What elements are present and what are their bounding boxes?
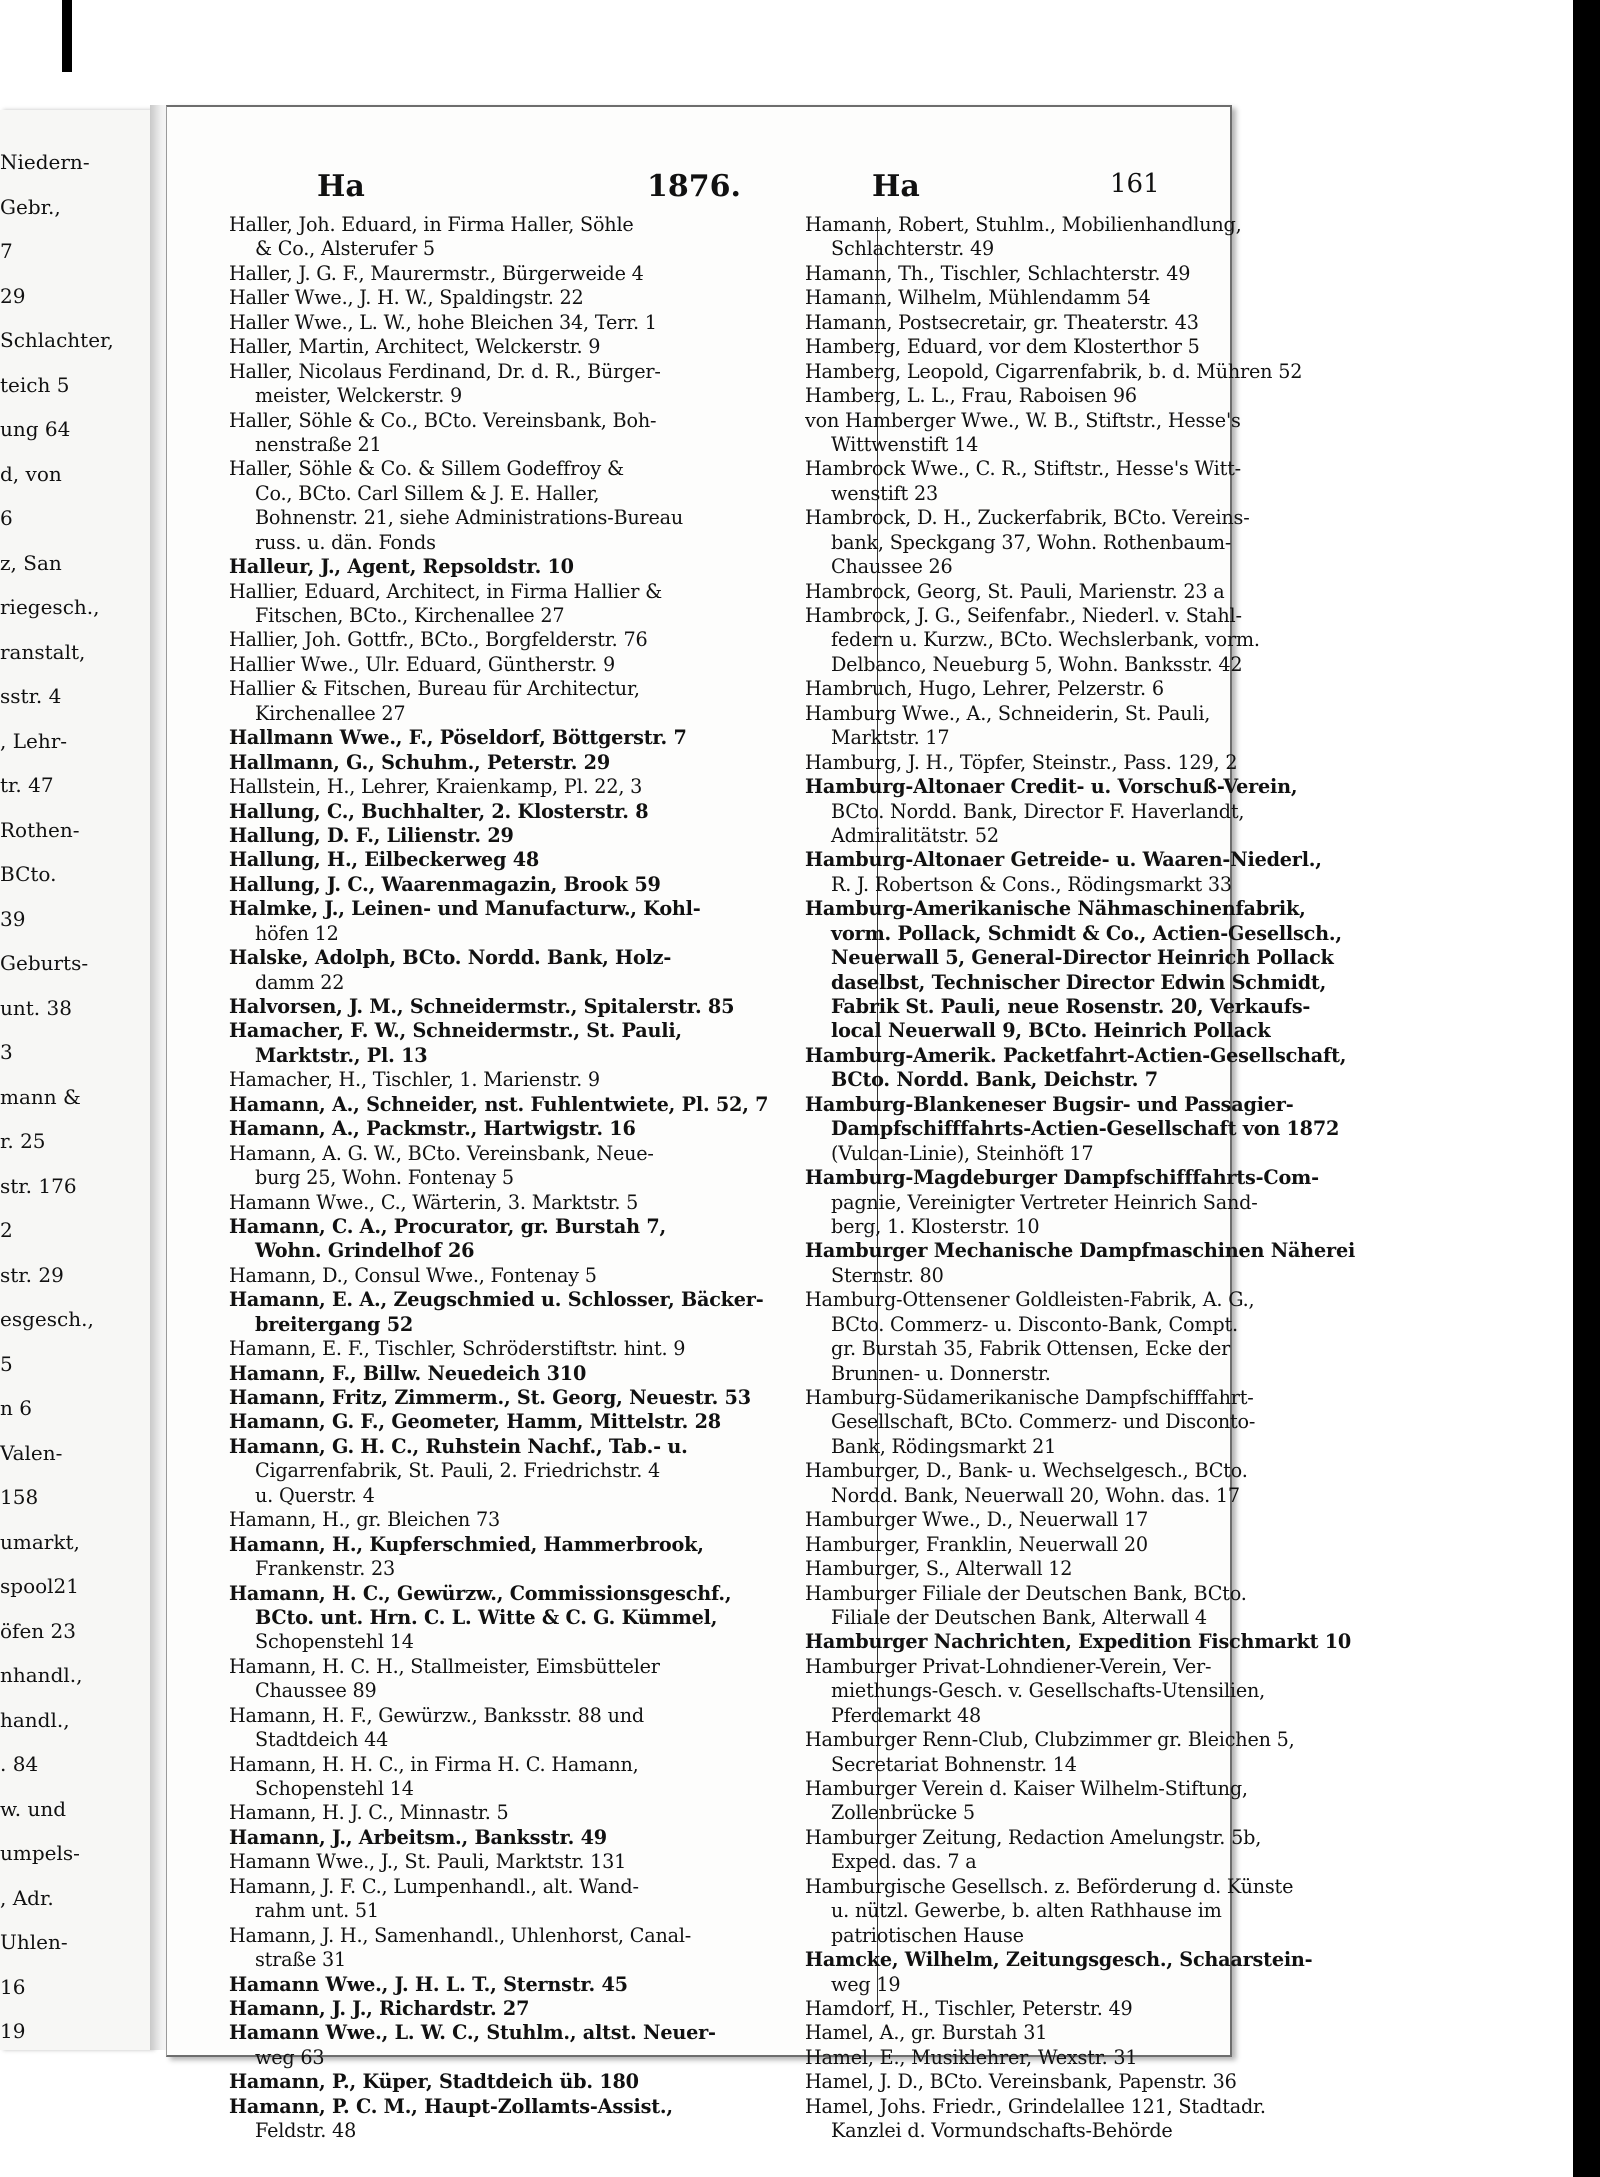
directory-entry-line: Hamann, J. H., Samenhandl., Uhlenhorst, Canal-: [229, 1923, 692, 1947]
directory-entry-line: Hallung, H., Eilbeckerweg 48: [229, 848, 540, 872]
directory-entry-line: Hamel, Johs. Friedr., Grindelallee 121, Stadtadr.: [805, 2094, 1266, 2118]
directory-entry-line: Haller, Martin, Architect, Welckerstr. 9: [229, 335, 601, 359]
prev-page-text-fragment: 2: [0, 1218, 13, 1242]
prev-page-text-fragment: 29: [0, 283, 26, 308]
directory-entry-line: Bohnenstr. 21, siehe Administrations-Bureau: [255, 506, 684, 530]
directory-entry-line: nenstraße 21: [255, 432, 382, 456]
directory-entry-line: Hamann Wwe., J., St. Pauli, Marktstr. 131: [229, 1850, 627, 1874]
directory-entry-line: u. Querstr. 4: [255, 1483, 375, 1507]
directory-entry-line: Hamburg-Amerik. Packetfahrt-Actien-Gesellschaft,: [805, 1043, 1347, 1067]
directory-entry-line: Hamburger, S., Alterwall 12: [805, 1557, 1073, 1581]
directory-entry-line: Haller Wwe., J. H. W., Spaldingstr. 22: [229, 286, 584, 310]
directory-entry-line: Hamann, Wilhelm, Mühlendamm 54: [805, 286, 1151, 310]
directory-entry-line: Hamann, H., Kupferschmied, Hammerbrook,: [229, 1532, 704, 1556]
directory-entry-line: Hamann, A. G. W., BCto. Vereinsbank, Neue-: [229, 1141, 654, 1165]
directory-entry-line: Haller, J. G. F., Maurermstr., Bürgerweide 4: [229, 261, 644, 285]
prev-page-text-fragment: Gebr.,: [0, 194, 61, 219]
directory-entry-line: Hallmann, G., Schuhm., Peterstr. 29: [229, 750, 610, 774]
directory-entry-line: Hamcke, Wilhelm, Zeitungsgesch., Schaarstein-: [805, 1948, 1313, 1972]
directory-entry-line: Hamburg-Amerikanische Nähmaschinenfabrik,: [805, 897, 1306, 921]
directory-entry-line: breitergang 52: [255, 1312, 413, 1336]
directory-entry-line: Stadtdeich 44: [255, 1728, 389, 1752]
directory-entry-line: (Vulcan-Linie), Steinhöft 17: [831, 1141, 1094, 1165]
directory-entry-line: Hamann, C. A., Procurator, gr. Burstah 7,: [229, 1214, 666, 1238]
directory-entry-line: Hamann Wwe., C., Wärterin, 3. Marktstr. 5: [229, 1190, 639, 1214]
prev-page-text-fragment: Valen-: [0, 1440, 63, 1465]
prev-page-text-fragment: 16: [0, 1974, 26, 1999]
header-letters-left: Ha: [317, 169, 365, 204]
directory-entry-line: weg 19: [831, 1972, 901, 1996]
directory-entry-line: Schopenstehl 14: [255, 1777, 414, 1800]
directory-entry-line: Hamann, H. C. H., Stallmeister, Eimsbütteler: [229, 1654, 660, 1678]
directory-entry-line: Hamann Wwe., L. W. C., Stuhlm., altst. Neuer-: [229, 2021, 716, 2045]
directory-entry-line: Schlachterstr. 49: [831, 237, 994, 261]
prev-page-text-fragment: BCto.: [0, 862, 57, 886]
directory-entry-line: Nordd. Bank, Neuerwall 20, Wohn. das. 17: [831, 1483, 1240, 1507]
directory-entry-line: Filiale der Deutschen Bank, Alterwall 4: [831, 1605, 1207, 1629]
directory-entry-line: Hamel, A., gr. Burstah 31: [805, 2021, 1048, 2045]
directory-entry-line: damm 22: [255, 970, 345, 994]
directory-entry-line: Zollenbrücke 5: [831, 1801, 975, 1825]
directory-entry-line: Secretariat Bohnenstr. 14: [831, 1752, 1077, 1776]
directory-entry-line: Halleur, J., Agent, Repsoldstr. 10: [229, 555, 574, 579]
directory-entry-line: Hamann, Postsecretair, gr. Theaterstr. 43: [805, 310, 1199, 334]
directory-entry-line: Hamann, H., gr. Bleichen 73: [229, 1508, 500, 1532]
directory-entry-line: Hamburger Wwe., D., Neuerwall 17: [805, 1508, 1149, 1532]
directory-entry-line: Frankenstr. 23: [255, 1557, 396, 1581]
directory-entry-line: Hamann, J. J., Richardstr. 27: [229, 1996, 530, 2020]
directory-entry-line: Hallmann Wwe., F., Pöseldorf, Böttgerstr. 7: [229, 726, 687, 750]
prev-page-text-fragment: Uhlen-: [0, 1930, 68, 1954]
directory-entry-line: Hamburger, Franklin, Neuerwall 20: [805, 1532, 1148, 1556]
directory-entry-line: weg 63: [255, 2045, 325, 2069]
prev-page-text-fragment: umpels-: [0, 1841, 80, 1865]
directory-entry-line: Hallier, Joh. Gottfr., BCto., Borgfelderstr. 76: [229, 628, 648, 652]
prev-page-text-fragment: nhandl.,: [0, 1663, 83, 1687]
prev-page-text-fragment: . 84: [0, 1752, 39, 1776]
directory-entry-line: Hallier, Eduard, Architect, in Firma Hallier &: [229, 579, 662, 603]
directory-entry-line: Sternstr. 80: [831, 1263, 944, 1287]
directory-entry-line: Exped. das. 7 a: [831, 1850, 977, 1874]
directory-entry-line: Hamburg Wwe., A., Schneiderin, St. Pauli,: [805, 701, 1211, 725]
directory-entry-line: burg 25, Wohn. Fontenay 5: [255, 1166, 514, 1190]
right-column: [805, 213, 1395, 2144]
prev-page-text-fragment: n 6: [0, 1396, 32, 1420]
directory-entry-line: Pferdemarkt 48: [831, 1703, 982, 1727]
directory-entry-line: Hamburg-Altonaer Getreide- u. Waaren-Niederl.,: [805, 848, 1322, 872]
directory-entry-line: Hamann, F., Billw. Neuedeich 310: [229, 1361, 587, 1385]
directory-entry-line: Hamann, A., Schneider, nst. Fuhlentwiete, Pl. 52, 7: [229, 1092, 769, 1116]
directory-entry-line: Halske, Adolph, BCto. Nordd. Bank, Holz-: [229, 946, 672, 970]
prev-page-text-fragment: 5: [0, 1351, 13, 1376]
directory-entry-line: Hamburger Mechanische Dampfmaschinen Näherei: [805, 1239, 1356, 1263]
prev-page-text-fragment: , Adr.: [0, 1885, 54, 1910]
prev-page-text-fragment: Niedern-: [0, 150, 90, 174]
directory-entry-line: Fitschen, BCto., Kirchenallee 27: [255, 604, 565, 627]
directory-entry-line: Kanzlei d. Vormundschafts-Behörde: [831, 2119, 1173, 2143]
directory-entry-line: BCto. Nordd. Bank, Director F. Haverlandt,: [831, 799, 1245, 823]
directory-entry-line: Hamburg-Magdeburger Dampfschifffahrts-Com-: [805, 1166, 1319, 1190]
directory-entry-line: Hamburger Renn-Club, Clubzimmer gr. Bleichen 5,: [805, 1728, 1295, 1752]
directory-entry-line: Wohn. Grindelhof 26: [255, 1239, 475, 1263]
directory-entry-line: Haller, Joh. Eduard, in Firma Haller, Söhle: [229, 213, 634, 236]
prev-page-text-fragment: tr. 47: [0, 773, 54, 797]
directory-entry-line: Delbanco, Neueburg 5, Wohn. Banksstr. 42: [831, 652, 1243, 676]
directory-entry-line: Hamburg-Blankeneser Bugsir- und Passagier-: [805, 1092, 1294, 1116]
directory-entry-line: R. J. Robertson & Cons., Rödingsmarkt 33: [831, 872, 1232, 896]
directory-entry-line: Hamel, E., Musiklehrer, Wexstr. 31: [805, 2045, 1138, 2069]
directory-entry-line: Schopenstehl 14: [255, 1630, 414, 1654]
left-column: [229, 213, 857, 2144]
prev-page-text-fragment: unt. 38: [0, 995, 72, 1020]
directory-entry-line: Hamann, H. H. C., in Firma H. C. Hamann,: [229, 1752, 639, 1776]
directory-entry-line: Hambrock, J. G., Seifenfabr., Niederl. v. Stahl-: [805, 604, 1242, 627]
directory-page: [166, 105, 1356, 2143]
directory-entry-line: rahm unt. 51: [255, 1899, 379, 1923]
prev-page-text-fragment: r. 25: [0, 1129, 46, 1153]
directory-entry-line: Hamel, J. D., BCto. Vereinsbank, Papenstr. 36: [805, 2070, 1237, 2094]
header-letters-right: Ha: [872, 169, 920, 204]
directory-entry-line: Hamburger Verein d. Kaiser Wilhelm-Stiftung,: [805, 1777, 1248, 1800]
directory-entry-line: Feldstr. 48: [255, 2119, 357, 2143]
directory-entry-line: Hamburg-Südamerikanische Dampfschifffahrt-: [805, 1386, 1254, 1409]
directory-entry-line: Hallung, C., Buchhalter, 2. Klosterstr. 8: [229, 799, 649, 823]
directory-entry-line: Hamburger, D., Bank- u. Wechselgesch., BCto.: [805, 1459, 1248, 1483]
prev-page-text-fragment: 6: [0, 506, 13, 530]
directory-entry-line: meister, Welckerstr. 9: [255, 384, 463, 408]
prev-page-text-fragment: , Lehr-: [0, 728, 68, 753]
prev-page-text-fragment: ranstalt,: [0, 639, 86, 664]
directory-entry-line: Hallung, J. C., Waarenmagazin, Brook 59: [229, 872, 661, 896]
directory-entry-line: Hamburg-Ottensener Goldleisten-Fabrik, A. G.,: [805, 1288, 1255, 1312]
directory-entry-line: Wittwenstift 14: [831, 432, 979, 456]
directory-entry-line: Hambrock, Georg, St. Pauli, Marienstr. 23 a: [805, 579, 1225, 603]
directory-entry-line: Hamann, H. J. C., Minnastr. 5: [229, 1801, 509, 1825]
prev-page-text-fragment: handl.,: [0, 1707, 70, 1732]
page-number: 161: [1110, 169, 1160, 199]
directory-entry-line: höfen 12: [255, 921, 339, 945]
directory-entry-line: pagnie, Vereinigter Vertreter Heinrich Sand-: [831, 1190, 1258, 1214]
directory-entry-line: Hamburg, J. H., Töpfer, Steinstr., Pass. 129, 2: [805, 750, 1238, 774]
directory-entry-line: Hamburgische Gesellsch. z. Beförderung d. Künste: [805, 1874, 1294, 1898]
directory-entry-line: Marktstr. 17: [831, 726, 950, 750]
directory-entry-line: Hamburger Filiale der Deutschen Bank, BCto.: [805, 1581, 1247, 1605]
directory-entry-line: Bank, Rödingsmarkt 21: [831, 1434, 1057, 1458]
directory-entry-line: Hallstein, H., Lehrer, Kraienkamp, Pl. 22, 3: [229, 775, 643, 799]
directory-entry-line: Chaussee 89: [255, 1679, 377, 1703]
previous-page-fragment: [0, 110, 152, 2050]
directory-entry-line: Marktstr., Pl. 13: [255, 1043, 428, 1067]
directory-entry-line: federn u. Kurzw., BCto. Wechslerbank, vorm.: [831, 628, 1260, 652]
scan-edge-strip: [62, 0, 72, 72]
prev-page-text-fragment: esgesch.,: [0, 1307, 94, 1331]
directory-entry-line: Hamann, Th., Tischler, Schlachterstr. 49: [805, 261, 1191, 285]
directory-entry-line: berg, 1. Klosterstr. 10: [831, 1214, 1040, 1238]
directory-entry-line: u. nützl. Gewerbe, b. alten Rathhause im: [831, 1899, 1222, 1923]
directory-entry-line: & Co., Alsterufer 5: [255, 237, 435, 261]
directory-entry-line: miethungs-Gesch. v. Gesellschafts-Utensilien,: [831, 1679, 1266, 1703]
directory-entry-line: Halvorsen, J. M., Schneidermstr., Spitalerstr. 85: [229, 995, 735, 1018]
directory-entry-line: Hamann Wwe., J. H. L. T., Sternstr. 45: [229, 1972, 628, 1996]
prev-page-text-fragment: 7: [0, 239, 13, 263]
directory-entry-line: Hamann, Fritz, Zimmerm., St. Georg, Neuestr. 53: [229, 1386, 751, 1409]
directory-entry-line: Hamberg, L. L., Frau, Raboisen 96: [805, 384, 1137, 408]
directory-entry-line: Hallung, D. F., Lilienstr. 29: [229, 823, 514, 847]
directory-entry-line: Hamann, E. F., Tischler, Schröderstiftstr. hint. 9: [229, 1337, 686, 1361]
directory-entry-line: Dampfschifffahrts-Actien-Gesellschaft von 1872: [831, 1117, 1340, 1141]
prev-page-text-fragment: öfen 23: [0, 1618, 76, 1643]
directory-entry-line: Hamberg, Leopold, Cigarrenfabrik, b. d. Mühren 52: [805, 359, 1303, 383]
directory-entry-line: Hamann, J. F. C., Lumpenhandl., alt. Wand-: [229, 1874, 639, 1898]
prev-page-text-fragment: 19: [0, 2019, 26, 2043]
directory-entry-line: Hallier & Fitschen, Bureau für Architectur,: [229, 677, 640, 701]
directory-entry-line: Admiralitätstr. 52: [831, 823, 999, 847]
directory-entry-line: Hamburger Privat-Lohndiener-Verein, Ver-: [805, 1654, 1212, 1678]
directory-entry-line: Hamann, H. F., Gewürzw., Banksstr. 88 und: [229, 1703, 644, 1727]
directory-entry-line: Hamberg, Eduard, vor dem Klosterthor 5: [805, 335, 1200, 359]
prev-page-text-fragment: w. und: [0, 1796, 67, 1821]
prev-page-text-fragment: 3: [0, 1040, 13, 1064]
prev-page-text-fragment: d, von: [0, 461, 62, 486]
directory-entry-line: BCto. unt. Hrn. C. L. Witte & C. G. Kümmel,: [255, 1605, 718, 1629]
directory-entry-line: patriotischen Hause: [831, 1923, 1024, 1947]
prev-page-text-fragment: Rothen-: [0, 817, 80, 842]
directory-entry-line: von Hamberger Wwe., W. B., Stiftstr., Hesse's: [805, 408, 1241, 432]
prev-page-text-fragment: teich 5: [0, 372, 70, 397]
prev-page-text-fragment: spool21: [0, 1574, 79, 1598]
directory-entry-line: Hallier Wwe., Ulr. Eduard, Güntherstr. 9: [229, 652, 615, 676]
directory-entry-line: BCto. Commerz- u. Disconto-Bank, Compt.: [831, 1312, 1238, 1336]
prev-page-text-fragment: str. 176: [0, 1173, 77, 1198]
directory-entry-line: Hamacher, H., Tischler, 1. Marienstr. 9: [229, 1068, 600, 1092]
prev-page-text-fragment: 39: [0, 906, 26, 931]
header-year: 1876.: [647, 169, 741, 204]
directory-entry-line: Hambrock Wwe., C. R., Stiftstr., Hesse's Witt-: [805, 457, 1241, 481]
directory-entry-line: Gesellschaft, BCto. Commerz- und Disconto-: [831, 1410, 1256, 1434]
directory-entry-line: BCto. Nordd. Bank, Deichstr. 7: [831, 1068, 1158, 1092]
directory-entry-line: Hamann, G. F., Geometer, Hamm, Mittelstr. 28: [229, 1410, 721, 1434]
directory-entry-line: russ. u. dän. Fonds: [255, 530, 436, 554]
directory-entry-line: gr. Burstah 35, Fabrik Ottensen, Ecke der: [831, 1337, 1231, 1361]
prev-page-text-fragment: sstr. 4: [0, 684, 62, 708]
scan-border-right: [1573, 0, 1600, 2177]
directory-entry-line: Kirchenallee 27: [255, 701, 406, 725]
directory-entry-line: wenstift 23: [831, 481, 938, 505]
directory-entry-line: Hamburger Nachrichten, Expedition Fischmarkt 10: [805, 1630, 1352, 1654]
prev-page-text-fragment: Geburts-: [0, 951, 89, 975]
directory-entry-line: Fabrik St. Pauli, neue Rosenstr. 20, Verkaufs-: [831, 995, 1311, 1018]
prev-page-text-fragment: 158: [0, 1485, 39, 1509]
directory-entry-line: Chaussee 26: [831, 555, 953, 579]
page-header: [167, 169, 1230, 209]
directory-entry-line: Hambrock, D. H., Zuckerfabrik, BCto. Vereins-: [805, 506, 1250, 530]
directory-entry-line: Hamburg-Altonaer Credit- u. Vorschuß-Verein,: [805, 775, 1298, 799]
directory-entry-line: Brunnen- u. Donnerstr.: [831, 1361, 1051, 1385]
prev-page-text-fragment: riegesch.,: [0, 595, 100, 619]
directory-entry-line: Halmke, J., Leinen- und Manufacturw., Kohl-: [229, 897, 701, 921]
directory-entry-line: straße 31: [255, 1948, 347, 1972]
directory-entry-line: Neuerwall 5, General-Director Heinrich Pollack: [831, 946, 1334, 970]
directory-entry-line: Hamann, P. C. M., Haupt-Zollamts-Assist.,: [229, 2094, 673, 2118]
directory-entry-line: Hamann, E. A., Zeugschmied u. Schlosser, Bäcker-: [229, 1288, 764, 1312]
directory-entry-line: Hamann, A., Packmstr., Hartwigstr. 16: [229, 1117, 636, 1141]
directory-entry-line: Hamann, G. H. C., Ruhstein Nachf., Tab.- u.: [229, 1434, 688, 1458]
directory-entry-line: bank, Speckgang 37, Wohn. Rothenbaum-: [831, 530, 1232, 554]
directory-entry-line: Haller, Nicolaus Ferdinand, Dr. d. R., Bürger-: [229, 359, 661, 383]
directory-entry-line: vorm. Pollack, Schmidt & Co., Actien-Gesellsch.,: [831, 921, 1342, 945]
prev-page-text-fragment: Schlachter,: [0, 328, 114, 352]
prev-page-text-fragment: mann &: [0, 1084, 81, 1109]
prev-page-text-fragment: ung 64: [0, 417, 71, 441]
directory-entry-line: Haller Wwe., L. W., hohe Bleichen 34, Terr. 1: [229, 310, 657, 334]
prev-page-text-fragment: umarkt,: [0, 1529, 80, 1554]
directory-entry-line: Hamdorf, H., Tischler, Peterstr. 49: [805, 1996, 1133, 2020]
prev-page-text-fragment: z, San: [0, 550, 62, 575]
directory-entry-line: Hamann, J., Arbeitsm., Banksstr. 49: [229, 1825, 607, 1849]
directory-entry-line: Hamann, D., Consul Wwe., Fontenay 5: [229, 1263, 597, 1287]
directory-entry-line: Co., BCto. Carl Sillem & J. E. Haller,: [255, 481, 600, 505]
directory-entry-line: Hamann, H. C., Gewürzw., Commissionsgeschf.,: [229, 1581, 732, 1605]
directory-entry-line: local Neuerwall 9, BCto. Heinrich Pollack: [831, 1019, 1271, 1043]
directory-entry-line: Hamacher, F. W., Schneidermstr., St. Pauli,: [229, 1019, 682, 1043]
prev-page-text-fragment: str. 29: [0, 1262, 64, 1287]
directory-entry-line: Hamann, P., Küper, Stadtdeich üb. 180: [229, 2070, 639, 2094]
directory-entry-line: Hambruch, Hugo, Lehrer, Pelzerstr. 6: [805, 677, 1164, 701]
directory-entry-line: Hamann, Robert, Stuhlm., Mobilienhandlung,: [805, 213, 1242, 236]
directory-entry-line: Hamburger Zeitung, Redaction Amelungstr. 5b,: [805, 1825, 1262, 1849]
directory-entry-line: Haller, Söhle & Co., BCto. Vereinsbank, Boh-: [229, 408, 657, 432]
directory-entry-line: Cigarrenfabrik, St. Pauli, 2. Friedrichstr. 4: [255, 1459, 661, 1483]
directory-entry-line: daselbst, Technischer Director Edwin Schmidt,: [831, 970, 1327, 994]
directory-entry-line: Haller, Söhle & Co. & Sillem Godeffroy &: [229, 457, 624, 481]
